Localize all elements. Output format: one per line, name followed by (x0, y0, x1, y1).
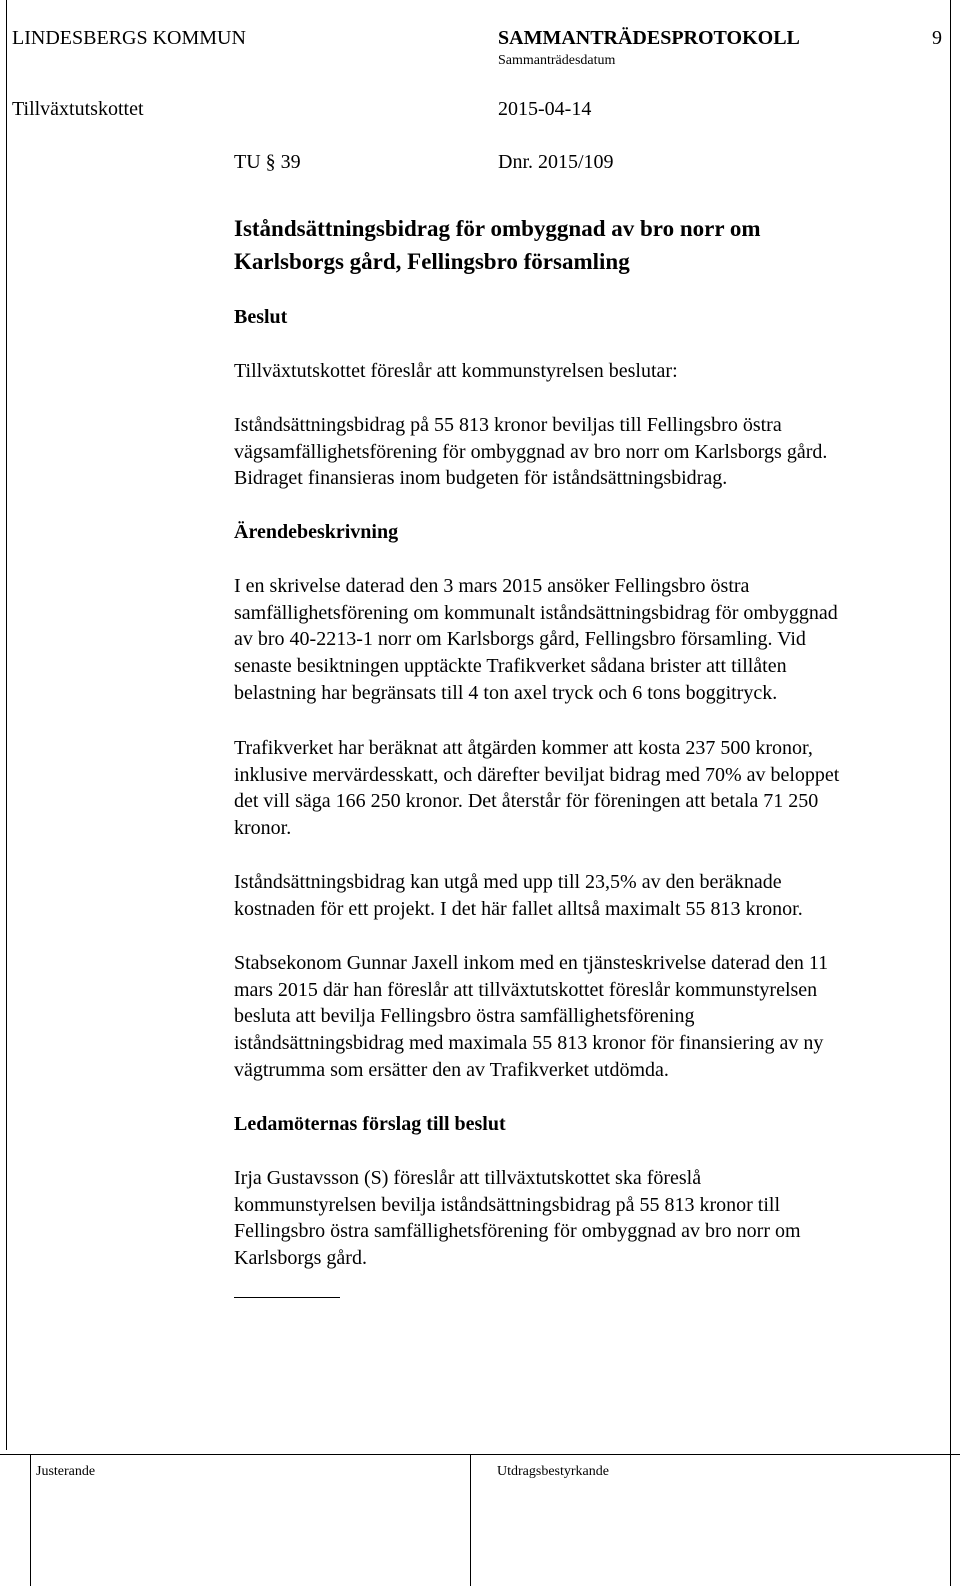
paragraph-line: Iståndsättningsbidrag kan utgå med upp till 23,5% av den beräknade (234, 871, 782, 893)
paragraph-line: av bro 40-2213-1 norr om Karlsborgs gård, Fellingsbro församling. Vid (234, 628, 806, 651)
paragraph-line: kommunstyrelsen bevilja iståndsättningsbidrag på 55 813 kronor till (234, 1193, 781, 1216)
paragraph-line: kostnaden för ett projekt. I det här fallet alltså maximalt 55 813 kronor. (234, 897, 803, 920)
footer-justerande-label: Justerande (36, 1464, 96, 1479)
title-line-1: Iståndsättningsbidrag för ombyggnad av bro norr om (234, 216, 761, 241)
title-line-2: Karlsborgs gård, Fellingsbro församling (234, 249, 630, 274)
paragraph-line: kronor. (234, 817, 292, 840)
footer-rule (0, 1454, 960, 1455)
header-date: 2015-04-14 (498, 98, 592, 120)
header-unit: Tillväxtutskottet (12, 98, 144, 120)
page-title (234, 212, 761, 278)
paragraph-line: vägtrumma som ersätter den av Trafikverket utdömda. (234, 1058, 669, 1081)
header-document-type: SAMMANTRÄDESPROTOKOLL (498, 27, 800, 49)
beslut-heading: Beslut (234, 306, 288, 328)
page-right-border (950, 0, 951, 1586)
paragraph-line: belastning har begränsats till 4 ton axel tryck och 6 tons boggitryck. (234, 681, 778, 704)
page-left-border (6, 0, 7, 1450)
header-organization: LINDESBERGS KOMMUN (12, 27, 246, 49)
paragraph-line: I en skrivelse daterad den 3 mars 2015 ansöker Fellingsbro östra (234, 575, 750, 597)
footer-divider-middle (470, 1454, 471, 1586)
beslut-intro (234, 358, 934, 385)
beslut-line: Iståndsättningsbidrag på 55 813 kronor beviljas till Fellingsbro östra (234, 414, 782, 436)
paragraph-line: samfällighetsförening om kommunalt iståndsättningsbidrag för ombyggnad (234, 601, 838, 624)
arendebeskrivning-paragraph-1 (234, 573, 934, 707)
page-number: 9 (932, 27, 942, 49)
paragraph-line: Karlsborgs gård. (234, 1247, 367, 1270)
arendebeskrivning-paragraph-2 (234, 735, 934, 842)
paragraph-line: Stabsekonom Gunnar Jaxell inkom med en tjänsteskrivelse daterad den 11 (234, 952, 829, 974)
forslag-paragraph (234, 1165, 934, 1272)
paragraph-line: senaste besiktningen upptäckte Trafikverket sådana brister att tillåten (234, 655, 787, 678)
paragraph-line: inklusive mervärdesskatt, och därefter beviljat bidrag med 70% av beloppet (234, 763, 840, 786)
header-date-label: Sammanträdesdatum (498, 53, 616, 68)
forslag-heading: Ledamöternas förslag till beslut (234, 1113, 506, 1135)
paragraph-line: Trafikverket har beräknat att åtgärden kommer att kosta 237 500 kronor, (234, 737, 813, 759)
paragraph-line: Fellingsbro östra samfällighetsförening för ombyggnad av bro norr om (234, 1220, 801, 1243)
case-number: TU § 39 (234, 151, 301, 173)
beslut-body (234, 412, 934, 492)
end-of-section-rule (234, 1297, 340, 1298)
paragraph-line: det vill säga 166 250 kronor. Det återstår för föreningen att betala 71 250 (234, 790, 819, 813)
paragraph-line: Irja Gustavsson (S) föreslår att tillväxtutskottet ska föreslå (234, 1167, 702, 1189)
paragraph-line: iståndsättningsbidrag med maximala 55 813 kronor för finansiering av ny (234, 1032, 824, 1055)
arendebeskrivning-paragraph-4 (234, 950, 934, 1084)
beslut-line: vägsamfällighetsförening för ombyggnad av bro norr om Karlsborgs gård. (234, 440, 828, 463)
paragraph-line: besluta att bevilja Fellingsbro östra samfällighetsförening (234, 1005, 695, 1028)
footer-divider-left (30, 1454, 31, 1586)
beslut-intro-text: Tillväxtutskottet föreslår att kommunstyrelsen beslutar: (234, 360, 678, 382)
case-dnr: Dnr. 2015/109 (498, 151, 614, 173)
footer-utdragsbestyrkande-label: Utdragsbestyrkande (497, 1464, 609, 1479)
arendebeskrivning-paragraph-3 (234, 869, 934, 922)
arendebeskrivning-heading: Ärendebeskrivning (234, 521, 399, 543)
beslut-line: Bidraget finansieras inom budgeten för iståndsättningsbidrag. (234, 467, 728, 490)
paragraph-line: mars 2015 där han föreslår att tillväxtutskottet föreslår kommunstyrelsen (234, 978, 818, 1001)
